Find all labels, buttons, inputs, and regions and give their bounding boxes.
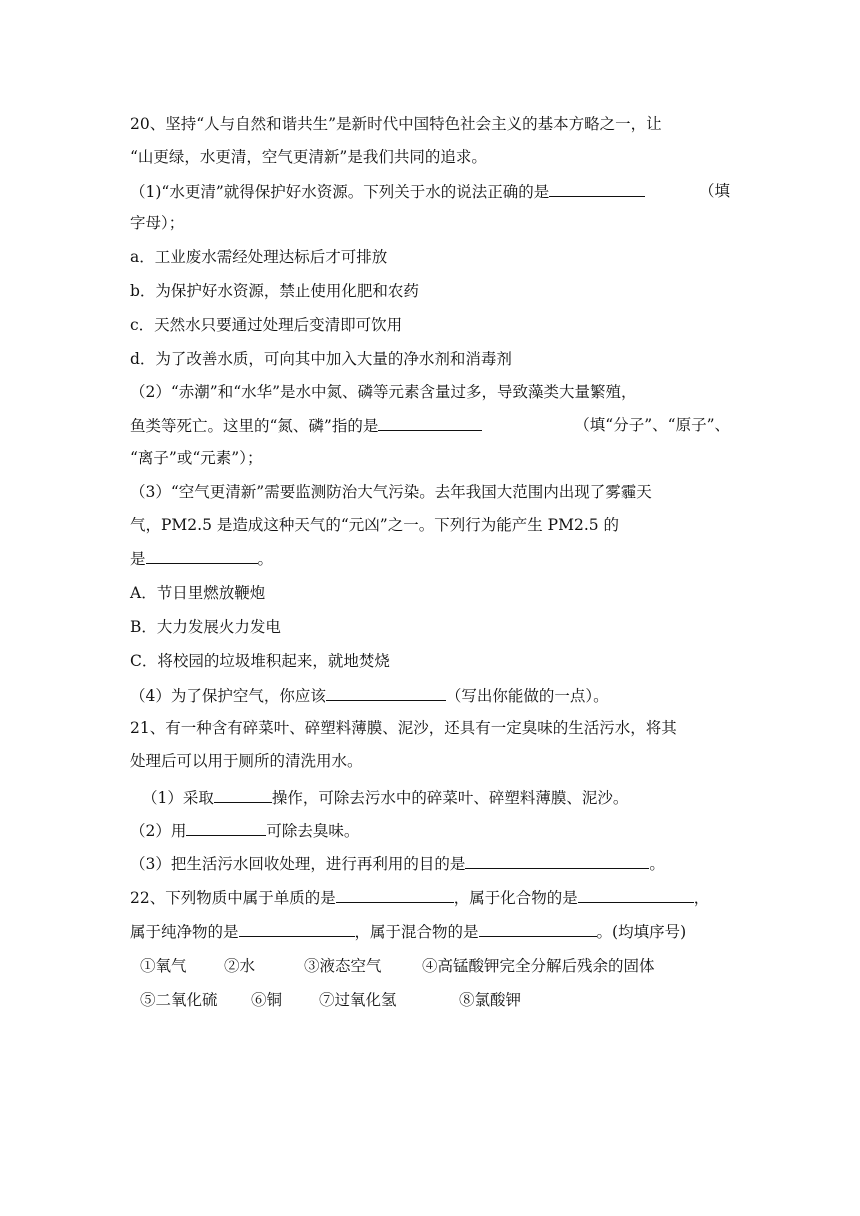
q21-part3-tail: 。 <box>649 855 665 873</box>
q20-part2-answer-blank[interactable] <box>378 414 482 431</box>
q20-part3-answer-blank[interactable] <box>146 547 258 564</box>
q20-part2-line1: （2）“赤潮”和“水华”是水中氮、磷等元素含量过多，导致藻类大量繁殖， <box>130 383 637 401</box>
q22-item-5: ⑤二氧化硫 <box>140 991 218 1009</box>
q22-pure-blank[interactable] <box>239 920 355 937</box>
q20-part2-tail: （填“分子”、“原子”、 <box>574 416 730 434</box>
q22-mixtures-text: ，属于混合物的是 <box>354 923 479 941</box>
q21-stem-line2: 处理后可以用于厕所的清洗用水。 <box>130 752 363 770</box>
q20-option-b: b．为保护好水资源，禁止使用化肥和农药 <box>130 282 419 300</box>
q20-part3-text: 是 <box>130 550 146 568</box>
q20-option-a: a．工业废水需经处理达标后才可排放 <box>130 248 388 266</box>
q21-part1-answer-blank[interactable] <box>214 786 272 803</box>
q22-items-row2 <box>140 989 521 1011</box>
q20-part1 <box>130 180 645 203</box>
q22-pure-text: 属于纯净物的是 <box>130 923 239 941</box>
q20-part4-tail: （写出你能做的一点）。 <box>445 687 609 705</box>
q22-line1-end: ， <box>693 889 710 907</box>
q22-line1 <box>130 886 709 909</box>
q22-elements-blank[interactable] <box>336 886 454 903</box>
q20-stem-line1: 20、坚持“人与自然和谐共生”是新时代中国特色社会主义的基本方略之一，让 <box>130 115 662 133</box>
q22-mixtures-blank[interactable] <box>479 920 597 937</box>
q20-part3-line1: （3）“空气更清新”需要监测防治大气污染。去年我国大范围内出现了雾霾天 <box>130 483 652 501</box>
q22-item-4: ④高锰酸钾完全分解后残余的固体 <box>422 957 655 975</box>
q20-option-B: B．大力发展火力发电 <box>130 618 281 636</box>
q20-part4-text: （4）为了保护空气，你应该 <box>130 687 326 705</box>
q22-items-row1 <box>140 955 655 977</box>
q21-part3-text: （3）把生活污水回收处理，进行再利用的目的是 <box>130 855 466 873</box>
q22-compounds-blank[interactable] <box>578 886 694 903</box>
q21-part2-text: （2）用 <box>130 822 187 840</box>
q20-part1-cont: 字母）； <box>130 214 185 232</box>
q22-compounds-text: ，属于化合物的是 <box>453 889 578 907</box>
q21-part2 <box>130 819 359 842</box>
q20-part1-answer-blank[interactable] <box>549 180 645 197</box>
q22-item-7: ⑦过氧化氢 <box>319 991 397 1009</box>
q20-part2 <box>130 414 482 437</box>
q22-item-6: ⑥铜 <box>251 991 283 1009</box>
q20-part1-text: （1)“水更清”就得保护好水资源。下列关于水的说法正确的是 <box>130 183 550 201</box>
q20-part3-line2: 气，PM2.5 是造成这种天气的“元凶”之一。下列行为能产生 PM2.5 的 <box>130 516 620 534</box>
q22-item-1: ①氧气 <box>140 957 187 975</box>
q22-elements-text: 22、下列物质中属于单质的是 <box>130 889 336 907</box>
q20-part2-text: 鱼类等死亡。这里的“氮、磷”指的是 <box>130 417 379 435</box>
q22-item-8: ⑧氯酸钾 <box>459 991 522 1009</box>
q20-part3 <box>130 547 273 570</box>
q21-part2-answer-blank[interactable] <box>186 819 266 836</box>
q20-option-d: d．为了改善水质，可向其中加入大量的净水剂和消毒剂 <box>130 350 512 368</box>
q22-line2 <box>130 920 686 943</box>
q21-part1-text: （1）采取 <box>142 789 214 807</box>
q21-part3-answer-blank[interactable] <box>465 852 649 869</box>
q20-option-C: C．将校园的垃圾堆积起来，就地焚烧 <box>130 652 390 670</box>
q20-option-A: A．节日里燃放鞭炮 <box>130 584 266 602</box>
q22-line2-end: 。(均填序号) <box>596 923 687 941</box>
q21-part1 <box>142 786 628 809</box>
q20-option-c: c．天然水只要通过处理后变清即可饮用 <box>130 316 403 334</box>
q20-part4 <box>130 684 609 707</box>
q22-item-3: ③液态空气 <box>304 957 382 975</box>
q20-part1-tail: （填 <box>698 182 730 200</box>
q20-stem-line2: “山更绿，水更清，空气更清新”是我们共同的追求。 <box>130 148 487 166</box>
q22-item-2: ②水 <box>224 957 256 975</box>
q20-part4-answer-blank[interactable] <box>326 684 446 701</box>
q21-part1-tail: 操作，可除去污水中的碎菜叶、碎塑料薄膜、泥沙。 <box>271 789 629 807</box>
q21-part2-tail: 可除去臭味。 <box>266 822 360 840</box>
q21-stem-line1: 21、有一种含有碎菜叶、碎塑料薄膜、泥沙，还具有一定臭味的生活污水，将其 <box>130 719 677 737</box>
q20-part2-cont: “离子”或“元素”）； <box>130 449 263 467</box>
q21-part3 <box>130 852 665 875</box>
q20-part3-end: 。 <box>257 550 274 568</box>
